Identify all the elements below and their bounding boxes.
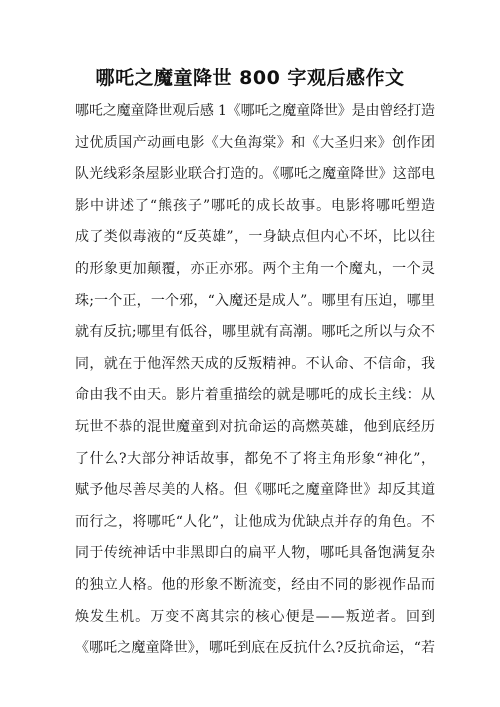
text-line: 了什么?大部分神话故事，都免不了将主角形象“神化”， bbox=[75, 450, 436, 467]
text-line: 《哪吒之魔童降世》，哪吒到底在反抗什么?反抗命运，“若 bbox=[75, 640, 436, 657]
text-line: 命由我不由天。影片着重描绘的就是哪吒的成长主线：从 bbox=[75, 387, 436, 404]
text-line: 焕发生机。万变不离其宗的核心便是——叛逆者。回到 bbox=[75, 608, 437, 625]
text-line: 珠;一个正，一个邪，“入魔还是成人”。哪里有压迫，哪里 bbox=[75, 292, 436, 309]
text-line: 哪吒之魔童降世观后感 1《哪吒之魔童降世》是由曾经打造 bbox=[75, 103, 435, 119]
document-body bbox=[75, 100, 435, 669]
text-line: 赋予他尽善尽美的人格。但《哪吒之魔童降世》却反其道 bbox=[75, 482, 436, 499]
text-line: 就有反抗;哪里有低谷，哪里就有高潮。哪吒之所以与众不 bbox=[75, 324, 436, 341]
text-line: 玩世不恭的混世魔童到对抗命运的高燃英雄，他到底经历 bbox=[75, 418, 436, 435]
text-line: 的形象更加颠覆，亦正亦邪。两个主角一个魔丸，一个灵 bbox=[75, 260, 436, 277]
text-line: 同于传统神话中非黑即白的扁平人物，哪吒具备饱满复杂 bbox=[75, 545, 436, 562]
text-line: 的独立人格。他的形象不断流变，经由不同的影视作品而 bbox=[75, 576, 436, 593]
text-line: 过优质国产动画电影《大鱼海棠》和《大圣归来》创作团 bbox=[75, 134, 436, 151]
text-line: 成了类似毒液的“反英雄”，一身缺点但内心不坏，比以往 bbox=[75, 229, 436, 246]
text-line: 而行之，将哪吒“人化”，让他成为优缺点并存的角色。不 bbox=[75, 513, 436, 530]
document-title: 哪吒之魔童降世 800 字观后感作文 bbox=[95, 67, 405, 89]
text-line: 影中讲述了“熊孩子”哪吒的成长故事。电影将哪吒塑造 bbox=[75, 197, 436, 214]
text-line: 队光线彩条屋影业联合打造的。《哪吒之魔童降世》这部电 bbox=[75, 166, 436, 183]
text-line: 同，就在于他浑然天成的反叛精神。不认命、不信命，我 bbox=[75, 355, 436, 372]
